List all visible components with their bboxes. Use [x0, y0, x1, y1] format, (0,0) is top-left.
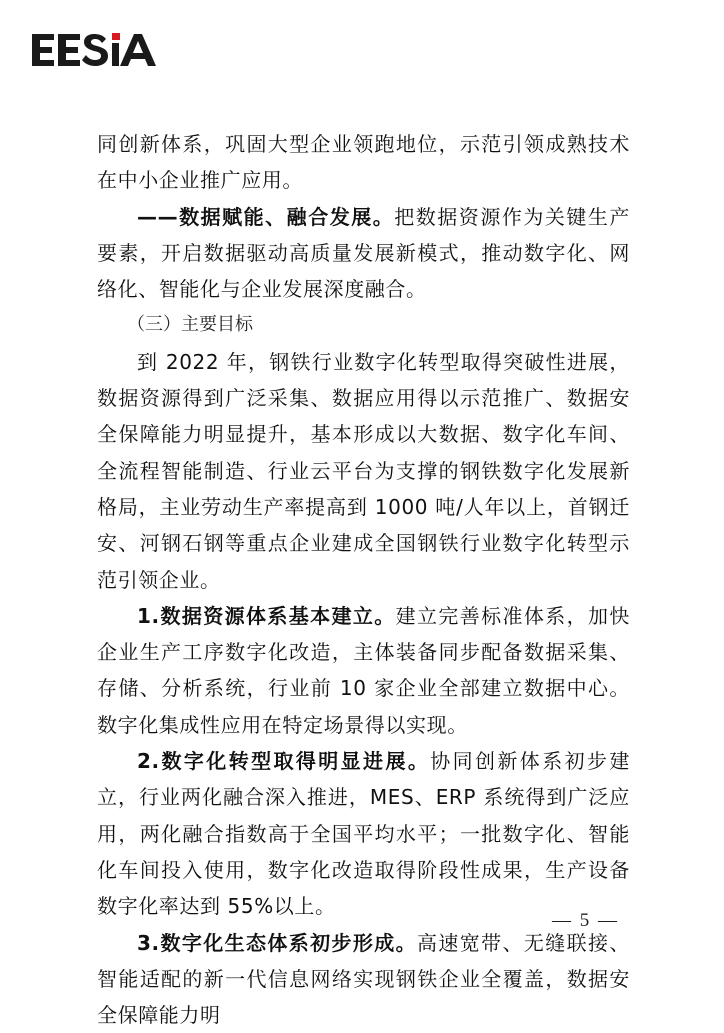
- page-number: — 5 —: [552, 910, 619, 931]
- paragraph-text: 把数据资源作为关键生产要素，开启数据驱动高质量发展新模式，推动数字化、网络化、智能化与企业发展深度融合。: [97, 204, 631, 302]
- paragraph-text: 协同创新体系初步建立，行业两化融合深入推进，MES、ERP 系统得到广泛应用，两化融合指数高于全国平均水平；一批数字化、智能化车间投入使用，数字化改造取得阶段性成果，生产设备数字化率达到 55%以上。: [97, 749, 630, 919]
- paragraph-text: 建立完善标准体系，加快企业生产工序数字化改造，主体装备同步配备数据采集、存储、分析系统，行业前 10 家企业全部建立数据中心。数字化集成性应用在特定场景得以实现。: [97, 603, 630, 737]
- paragraph-data-empowerment: [97, 199, 630, 308]
- paragraph-continuation: 同创新体系，巩固大型企业领跑地位，示范引领成熟技术在中小企业推广应用。: [97, 132, 630, 193]
- paragraph-lead-bold: 1.数据资源体系基本建立。: [137, 603, 396, 628]
- paragraph-main-goals: 到 2022 年，钢铁行业数字化转型取得突破性进展，数据资源得到广泛采集、数据应用得以示范推广、数据安全保障能力明显提升，基本形成以大数据、数字化车间、全流程智能制造、行业云平台为支撑的钢铁数字化发展新格局，主业劳动生产率提高到 1000 吨/人年以上，首钢迁安、河钢石钢等重点企业建成全国钢铁行业数字化转型示范引领企业。: [97, 349, 630, 592]
- paragraph-goal-1: [97, 598, 630, 743]
- eesia-logo: [30, 30, 160, 70]
- eesia-logo-graphic: [30, 30, 160, 70]
- paragraph-goal-2: [97, 743, 630, 924]
- section-heading: （三）主要目标: [127, 314, 253, 336]
- paragraph-lead-bold: ——数据赋能、融合发展。: [137, 204, 395, 229]
- paragraph-lead-bold: 2.数字化转型取得明显进展。: [137, 749, 431, 774]
- paragraph-goal-3: [97, 925, 630, 1033]
- document-body: [97, 126, 630, 1033]
- paragraph-text: 高速宽带、无缝联接、智能适配的新一代信息网络实现钢铁企业全覆盖，数据安全保障能力明: [97, 930, 631, 1028]
- paragraph-lead-bold: 3.数字化生态体系初步形成。: [137, 930, 418, 955]
